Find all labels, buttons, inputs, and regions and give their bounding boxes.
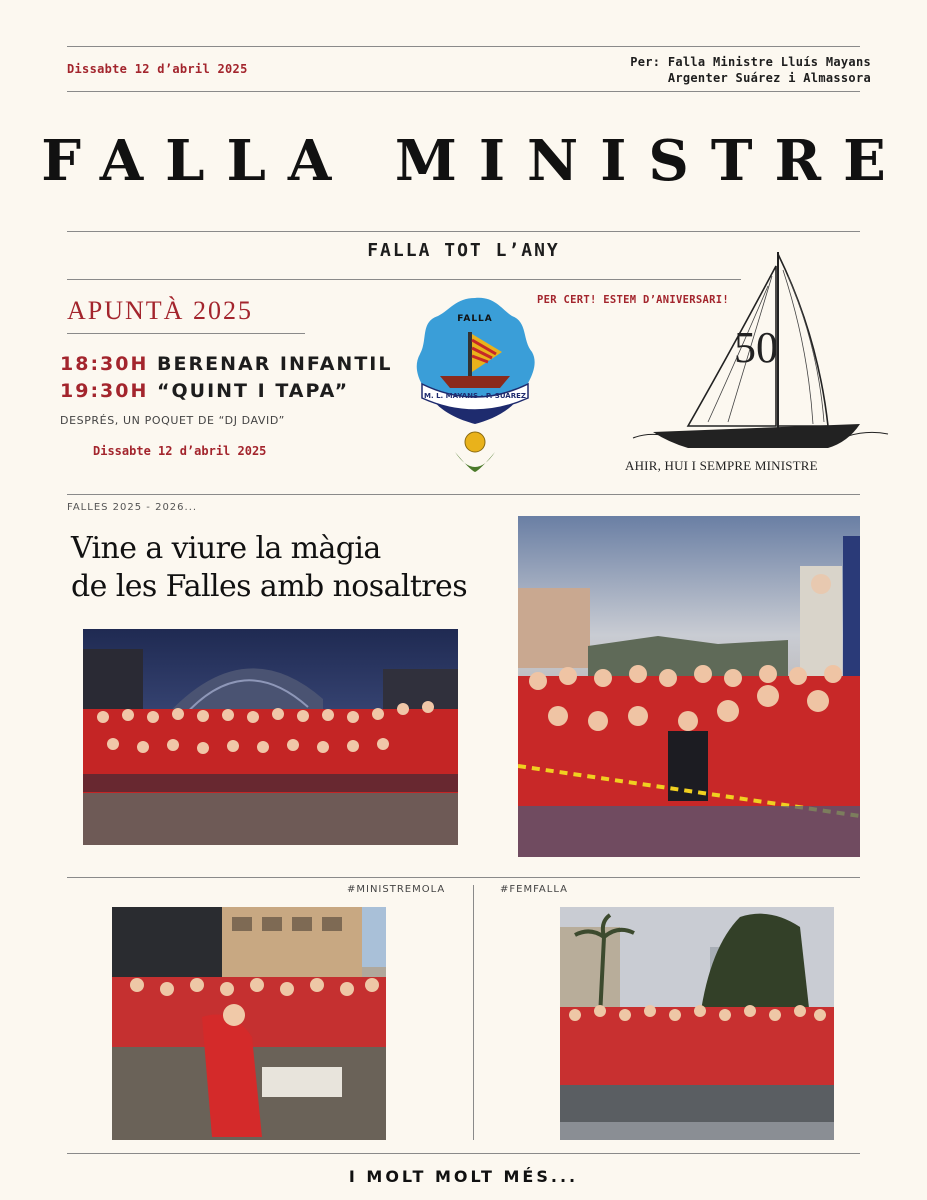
gallery-divider	[473, 885, 474, 1140]
falla-logo	[410, 292, 540, 484]
event-title-rule	[67, 333, 305, 334]
photo-street-party	[112, 907, 386, 1140]
subhead: FALLA TOT L’ANY	[367, 240, 560, 261]
logo-banner-text: M. L. MAYANS - P. SUÁREZ	[424, 392, 526, 400]
section-rule	[67, 494, 860, 495]
hashtag-left: #MINISTREMOLA	[347, 884, 446, 895]
feature-headline	[71, 530, 511, 606]
header-rule	[67, 91, 860, 92]
byline	[630, 54, 871, 86]
anniversary-motto: AHIR, HUI I SEMPRE MINISTRE	[625, 458, 818, 473]
logo-top-text: FALLA	[457, 314, 493, 324]
footer-rule	[67, 1153, 860, 1154]
event-title: APUNTÀ 2025	[67, 296, 253, 325]
schedule-item	[60, 353, 392, 375]
schedule-item	[60, 380, 349, 402]
photo-palm-group	[560, 907, 834, 1140]
masthead-rule	[67, 231, 860, 232]
byline-line-1: Per: Falla Ministre Lluís Mayans	[630, 55, 871, 69]
gallery-rule	[67, 877, 860, 878]
event-date: Dissabte 12 d’abril 2025	[93, 444, 267, 458]
schedule-label: “QUINT I TAPA”	[157, 380, 350, 402]
issue-date: Dissabte 12 d’abril 2025	[67, 62, 248, 76]
byline-line-2: Argenter Suárez i Almassora	[667, 71, 871, 85]
sailboat-illustration	[628, 246, 890, 456]
event-note: DESPRÉS, UN POQUET DE “DJ DAVID”	[60, 414, 285, 427]
photo-group-night	[83, 629, 458, 845]
schedule-label: BERENAR INFANTIL	[157, 353, 393, 375]
footer-text: I MOLT MOLT MÉS...	[348, 1167, 579, 1186]
top-rule	[67, 46, 860, 47]
headline-line-2: de les Falles amb nosaltres	[71, 569, 467, 604]
photo-crowd-statue	[518, 516, 860, 857]
hashtag-right: #FEMFALLA	[500, 884, 568, 895]
section-label: FALLES 2025 - 2026...	[67, 502, 198, 513]
anniversary-note: PER CERT! ESTEM D’ANIVERSARI!	[537, 294, 730, 306]
masthead-title: FALLA MINISTRE	[41, 128, 908, 194]
headline-line-1: Vine a viure la màgia	[71, 531, 381, 566]
anniversary-number: 50	[734, 323, 778, 372]
schedule-time: 18:30H	[60, 353, 149, 375]
schedule-time: 19:30H	[60, 380, 149, 402]
